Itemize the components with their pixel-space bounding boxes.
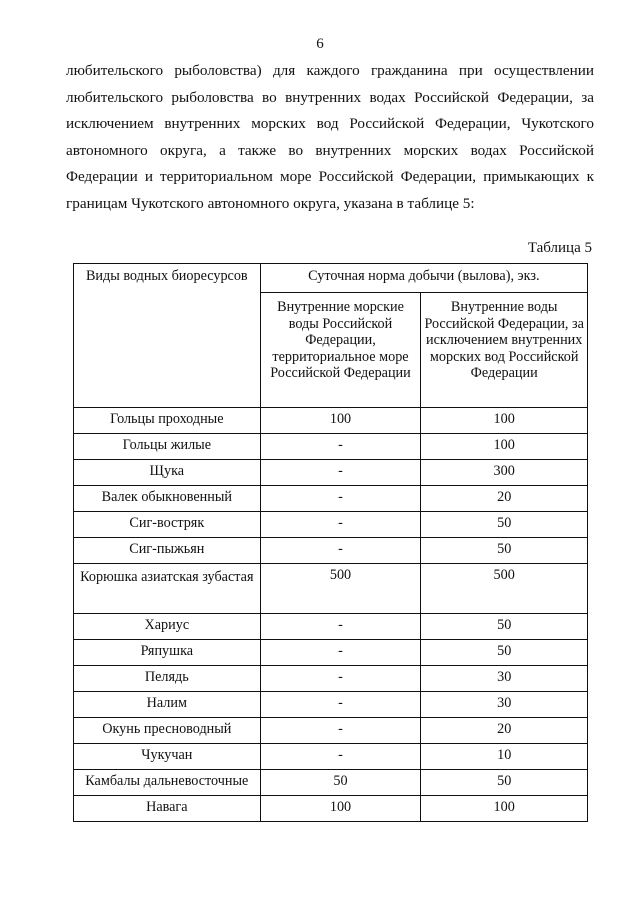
table-row [74,640,588,666]
species-cell: Камбалы дальневосточные [74,770,261,796]
species-cell: Гольцы проходные [74,408,261,434]
sea-norm-cell: 500 [260,564,421,614]
table-row [74,538,588,564]
table-row [74,486,588,512]
inland-norm-cell: 30 [421,692,588,718]
species-cell: Налим [74,692,261,718]
species-cell: Гольцы жилые [74,434,261,460]
inland-norm-cell: 100 [421,408,588,434]
table-row [74,460,588,486]
sea-norm-cell: - [260,744,421,770]
sea-norm-cell: 50 [260,770,421,796]
sea-norm-cell: - [260,718,421,744]
header-species: Виды водных биоресурсов [74,264,261,408]
table-row [74,692,588,718]
table-row [74,564,588,614]
table-row [74,434,588,460]
header-sea-waters: Внутренние морские воды Российской Федерации, территориальное море Российской Федерации [260,293,421,408]
inland-norm-cell: 50 [421,512,588,538]
table-row [74,614,588,640]
table-row [74,718,588,744]
table-row [74,744,588,770]
page-number: 6 [316,36,324,52]
sea-norm-cell: - [260,640,421,666]
species-cell: Навага [74,796,261,822]
table-row [74,770,588,796]
sea-norm-cell: - [260,666,421,692]
species-cell: Пелядь [74,666,261,692]
inland-norm-cell: 50 [421,640,588,666]
sea-norm-cell: - [260,486,421,512]
inland-norm-cell: 50 [421,538,588,564]
sea-norm-cell: - [260,614,421,640]
table-body [74,408,588,822]
inland-norm-cell: 30 [421,666,588,692]
sea-norm-cell: - [260,692,421,718]
species-cell: Чукучан [74,744,261,770]
table-row [74,408,588,434]
table-row [74,512,588,538]
body-paragraph: любительского рыболовства) для каждого гражданина при осуществлении любительского рыболовства во внутренних водах Российской Федерации, за исключением внутренних морских вод Российской Федерации, Чукотского автономного округа, а также во внутренних морских водах Российской Федерации и территориальном море Российской Федерации, примыкающих к границам Чукотского автономного округа, указана в таблице 5: [66,62,594,212]
inland-norm-cell: 50 [421,770,588,796]
catch-norm-table [73,263,588,822]
inland-norm-cell: 500 [421,564,588,614]
species-cell: Корюшка азиатская зубастая [74,564,261,614]
header-inland-waters: Внутренние воды Российской Федерации, за исключением внутренних морских вод Российской Федерации [421,293,588,408]
sea-norm-cell: - [260,538,421,564]
inland-norm-cell: 20 [421,718,588,744]
species-cell: Хариус [74,614,261,640]
inland-norm-cell: 10 [421,744,588,770]
inland-norm-cell: 100 [421,434,588,460]
species-cell: Щука [74,460,261,486]
header-daily-norm: Суточная норма добычи (вылова), экз. [260,264,587,293]
table-row [74,666,588,692]
species-cell: Сиг-востряк [74,512,261,538]
species-cell: Сиг-пыжьян [74,538,261,564]
species-cell: Ряпушка [74,640,261,666]
sea-norm-cell: - [260,434,421,460]
sea-norm-cell: 100 [260,408,421,434]
sea-norm-cell: - [260,512,421,538]
table-row [74,796,588,822]
sea-norm-cell: - [260,460,421,486]
inland-norm-cell: 300 [421,460,588,486]
sea-norm-cell: 100 [260,796,421,822]
inland-norm-cell: 100 [421,796,588,822]
inland-norm-cell: 50 [421,614,588,640]
inland-norm-cell: 20 [421,486,588,512]
species-cell: Валек обыкновенный [74,486,261,512]
species-cell: Окунь пресноводный [74,718,261,744]
table-caption: Таблица 5 [527,240,592,256]
